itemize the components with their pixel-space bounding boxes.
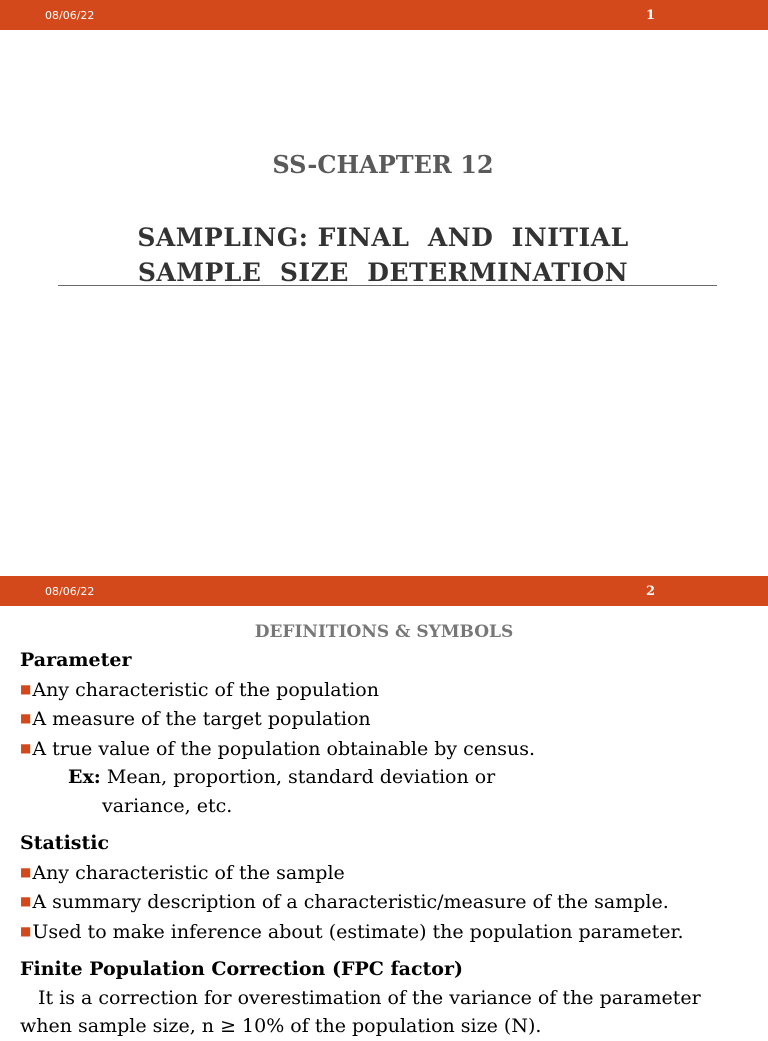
slide-body <box>20 646 765 1041</box>
fpc-text-line-2: when sample size, n ≥ 10% of the population size (N). <box>20 1015 542 1037</box>
title-line-2: SAMPLE SIZE DETERMINATION <box>137 258 629 287</box>
list-item: ■A summary description of a characteristic/measure of the sample. <box>20 891 669 913</box>
statistic-heading: Statistic <box>20 832 110 854</box>
chapter-label: SS-CHAPTER 12 <box>272 150 494 179</box>
slide-heading: DEFINITIONS & SYMBOLS <box>254 622 514 642</box>
example-line-continued: variance, etc. <box>102 794 233 817</box>
slide-date: 08/06/22 <box>45 585 95 598</box>
slide-number: 1 <box>646 8 656 23</box>
bullet-icon: ■ <box>20 894 32 908</box>
fpc-text-line-1: It is a correction for overestimation of the variance of the parameter <box>38 986 701 1009</box>
bullet-icon: ■ <box>20 711 32 725</box>
example-text: Mean, proportion, standard deviation or <box>100 766 496 788</box>
list-item: ■Any characteristic of the population <box>20 678 379 701</box>
title-underline <box>58 285 717 286</box>
example-line <box>20 763 765 792</box>
slide-date: 08/06/22 <box>45 9 95 22</box>
bullet-icon: ■ <box>20 681 32 696</box>
list-item: ■A true value of the population obtainable by census. <box>20 737 536 760</box>
bullet-icon: ■ <box>20 923 32 938</box>
fpc-heading: Finite Population Correction (FPC factor) <box>20 958 463 980</box>
slide-header-bar <box>0 576 768 606</box>
parameter-heading: Parameter <box>20 649 132 671</box>
title-line-1: SAMPLING: FINAL AND INITIAL <box>137 223 629 252</box>
list-item: ■Any characteristic of the sample <box>20 861 345 884</box>
list-item: ■A measure of the target population <box>20 708 371 730</box>
bullet-icon: ■ <box>20 740 32 755</box>
example-label: Ex: <box>68 766 101 788</box>
slide-title <box>0 220 766 290</box>
slide-header-bar <box>0 0 768 30</box>
list-item: ■Used to make inference about (estimate) the population parameter. <box>20 920 684 943</box>
slide-number: 2 <box>646 584 656 599</box>
slide-2 <box>0 576 768 1037</box>
bullet-icon: ■ <box>20 864 32 879</box>
